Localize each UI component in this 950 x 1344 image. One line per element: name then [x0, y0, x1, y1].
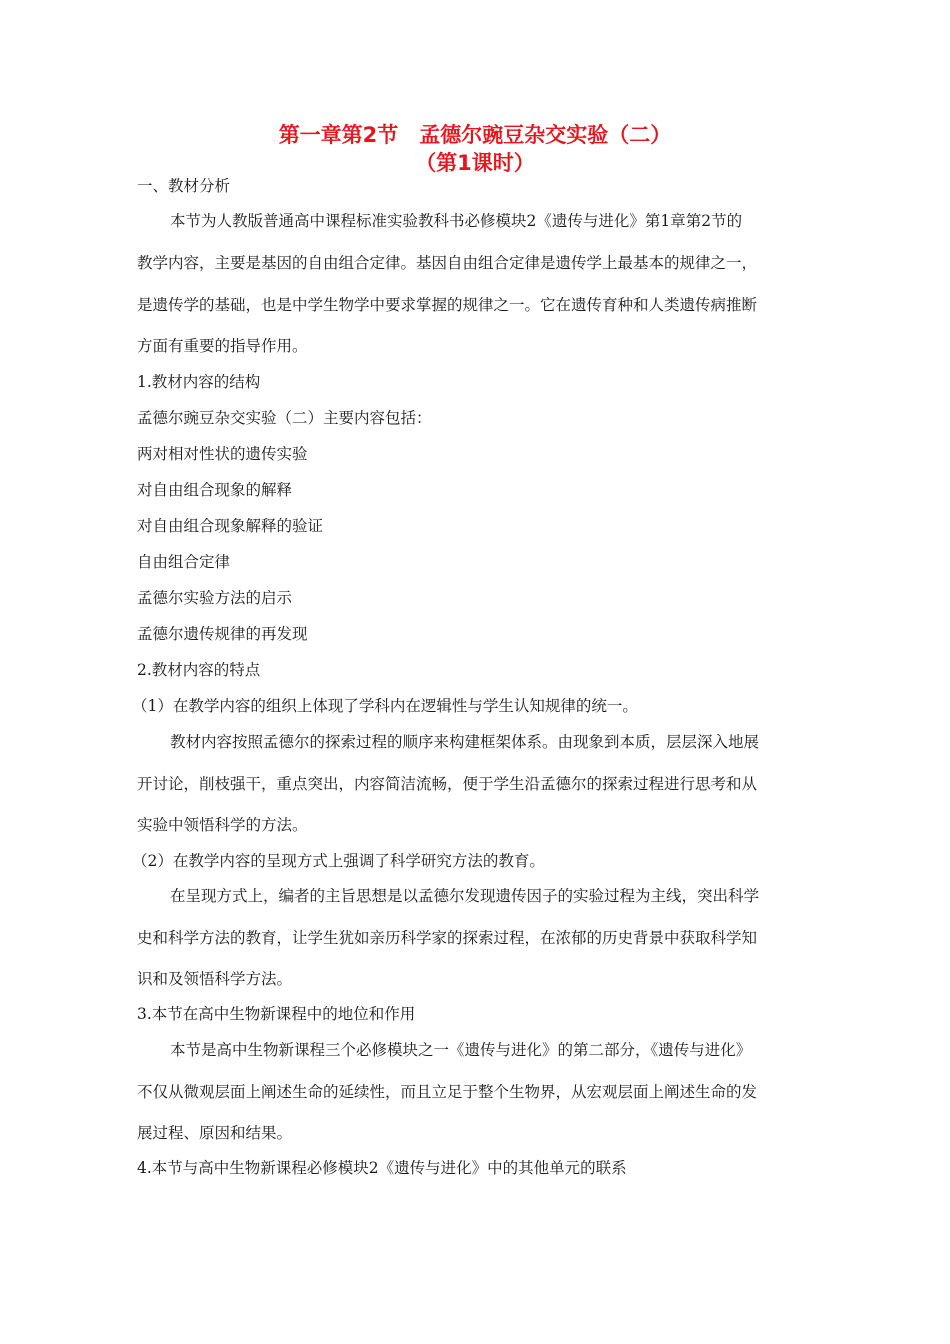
paragraph-line: 实验中领悟科学的方法。: [137, 816, 308, 834]
paragraph-line: 方面有重要的指导作用。: [137, 337, 308, 355]
paragraph-line: 孟德尔豌豆杂交实验（二）主要内容包括：: [137, 409, 432, 427]
paragraph-line: 不仅从微观层面上阐述生命的延续性，而且立足于整个生物界，从宏观层面上阐述生命的发: [137, 1083, 758, 1101]
section-heading: 一、教材分析: [137, 177, 231, 195]
list-item: 孟德尔遗传规律的再发现: [137, 625, 308, 643]
list-item: 两对相对性状的遗传实验: [137, 445, 308, 463]
document-title: 第一章第2节 孟德尔豌豆杂交实验（二）: [278, 123, 672, 147]
list-item: 自由组合定律: [137, 553, 231, 571]
document-subtitle: （第1课时）: [415, 151, 535, 175]
subsection-heading: 4.本节与高中生物新课程必修模块2《遗传与进化》中的其他单元的联系: [137, 1159, 627, 1177]
subsection-heading: 3.本节在高中生物新课程中的地位和作用: [137, 1005, 416, 1023]
subsection-heading: 1.教材内容的结构: [137, 373, 261, 391]
paragraph-line: 教学内容，主要是基因的自由组合定律。基因自由组合定律是遗传学上最基本的规律之一，: [137, 254, 758, 272]
paragraph-line: 开讨论，削枝强干，重点突出，内容简洁流畅，便于学生沿孟德尔的探索过程进行思考和从: [137, 775, 758, 793]
paragraph-line: 史和科学方法的教育，让学生犹如亲历科学家的探索过程，在浓郁的历史背景中获取科学知: [137, 929, 758, 947]
paragraph-line: 是遗传学的基础，也是中学生物学中要求掌握的规律之一。它在遗传育种和人类遗传病推断: [137, 296, 758, 314]
paragraph-line: 教材内容按照孟德尔的探索过程的顺序来构建框架体系。由现象到本质，层层深入地展: [170, 733, 760, 751]
list-item: 对自由组合现象解释的验证: [137, 517, 324, 535]
subsection-heading: 2.教材内容的特点: [137, 661, 261, 679]
point-heading: （1）在教学内容的组织上体现了学科内在逻辑性与学生认知规律的统一。: [132, 697, 638, 715]
paragraph-line: 本节为人教版普通高中课程标准实验教科书必修模块2《遗传与进化》第1章第2节的: [170, 212, 743, 230]
paragraph-line: 在呈现方式上，编者的主旨思想是以孟德尔发现遗传因子的实验过程为主线，突出科学: [170, 887, 760, 905]
paragraph-line: 本节是高中生物新课程三个必修模块之一《遗传与进化》的第二部分，《遗传与进化》: [170, 1041, 752, 1059]
list-item: 对自由组合现象的解释: [137, 481, 293, 499]
list-item: 孟德尔实验方法的启示: [137, 589, 293, 607]
paragraph-line: 识和及领悟科学方法。: [137, 970, 293, 988]
point-heading: （2）在教学内容的呈现方式上强调了科学研究方法的教育。: [132, 852, 545, 870]
paragraph-line: 展过程、原因和结果。: [137, 1124, 293, 1142]
